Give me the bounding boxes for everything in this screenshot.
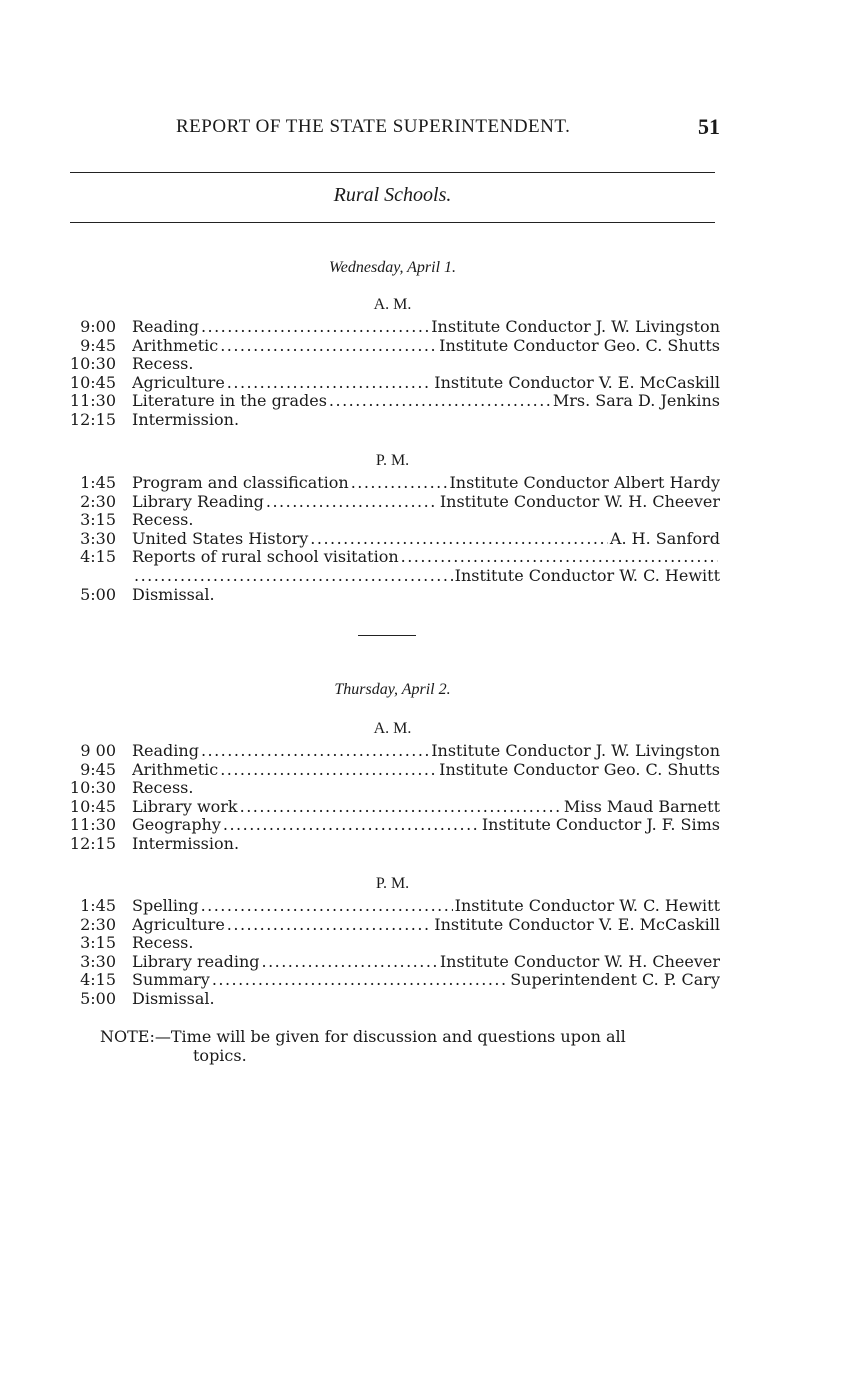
time-slot: 2:30 (80, 491, 116, 511)
entry (132, 355, 720, 374)
dot-leader (310, 530, 608, 549)
topic: Recess. (132, 934, 194, 953)
entry (132, 411, 720, 430)
schedule-row (60, 971, 720, 990)
entry (132, 530, 720, 549)
schedule-row (60, 990, 720, 1009)
entry (132, 779, 720, 798)
schedule-row (60, 742, 720, 761)
dot-leader (201, 742, 429, 761)
schedule-row (60, 897, 720, 916)
page-header (70, 116, 720, 146)
pm-heading-wednesday: P. M. (375, 452, 410, 469)
speaker: Institute Conductor J. W. Livingston (431, 742, 720, 760)
dot-leader (240, 798, 562, 817)
dot-leader (201, 318, 429, 337)
schedule-row (60, 934, 720, 953)
entry (132, 493, 720, 512)
topic: Agriculture (132, 373, 225, 392)
topic: Arithmetic (132, 336, 219, 355)
speaker: Miss Maud Barnett (563, 797, 720, 816)
topic: Reading (132, 742, 199, 760)
schedule-row (60, 816, 720, 835)
topic: Intermission. (132, 834, 240, 853)
dot-leader (201, 897, 453, 916)
entry (132, 586, 720, 605)
topic: Program and classification (132, 474, 349, 492)
schedule-row (60, 337, 720, 356)
schedule-row (60, 798, 720, 817)
topic: Reports of rural school visitation (132, 548, 399, 567)
entry (132, 971, 720, 990)
dot-leader (262, 953, 438, 972)
time-slot: 10:45 (69, 372, 116, 392)
dot-leader (220, 761, 437, 780)
speaker: Institute Conductor J. F. Sims (481, 816, 720, 835)
time-slot: 4:15 (80, 547, 116, 567)
dot-leader (401, 548, 718, 567)
schedule-row (60, 392, 720, 411)
entry (132, 567, 720, 586)
time-slot: 5:00 (80, 584, 116, 604)
schedule-row (60, 548, 720, 567)
schedule-row (60, 916, 720, 935)
time-slot: 3:15 (80, 933, 116, 953)
entry (132, 337, 720, 356)
entry (132, 548, 720, 567)
time-slot: 9 00 (80, 741, 116, 760)
speaker: Institute Conductor W. H. Cheever (439, 492, 720, 511)
speaker: Institute Conductor Geo. C. Shutts (439, 760, 720, 779)
schedule-thursday-pm (60, 897, 720, 1009)
entry (132, 374, 720, 393)
schedule-row (60, 835, 720, 854)
time-slot: 4:15 (80, 970, 116, 990)
time-slot: 3:30 (80, 951, 116, 971)
time-slot: 5:00 (80, 988, 116, 1008)
speaker: Institute Conductor J. W. Livingston (431, 318, 720, 336)
schedule-thursday-am (60, 742, 720, 854)
speaker: Institute Conductor Albert Hardy (449, 474, 720, 492)
entry (132, 990, 720, 1009)
topic: Library Reading (132, 492, 264, 511)
time-slot: 1:45 (80, 473, 116, 492)
schedule-row (60, 511, 720, 530)
speaker: Mrs. Sara D. Jenkins (552, 392, 720, 411)
schedule-wednesday-pm (60, 474, 720, 604)
schedule-row (60, 761, 720, 780)
am-heading-thursday: A. M. (373, 720, 412, 737)
topic: Arithmetic (132, 760, 219, 779)
topic: Library work (132, 797, 238, 816)
entry (132, 953, 720, 972)
topic: Recess. (132, 511, 194, 530)
dot-leader (223, 816, 480, 835)
dot-leader (220, 337, 437, 356)
dot-leader (227, 374, 432, 393)
entry (132, 318, 720, 337)
schedule-row (60, 474, 720, 493)
schedule-row (60, 567, 720, 586)
entry (132, 916, 720, 935)
schedule-row (60, 586, 720, 605)
day-heading-thursday: Thursday, April 2. (334, 681, 451, 698)
note-text: —Time will be given for discussion and questions upon all (154, 1027, 626, 1046)
entry (132, 835, 720, 854)
topic: Reading (132, 318, 199, 336)
time-slot: 12:15 (69, 409, 116, 429)
entry (132, 742, 720, 761)
topic: Agriculture (132, 915, 225, 934)
topic: Intermission. (132, 410, 240, 429)
day-heading-wednesday: Wednesday, April 1. (328, 259, 457, 276)
note-label: NOTE: (100, 1027, 155, 1046)
time-slot: 12:15 (69, 833, 116, 853)
schedule-row (60, 355, 720, 374)
schedule-row (60, 493, 720, 512)
topic: Recess. (132, 355, 194, 374)
time-slot: 2:30 (80, 914, 116, 934)
speaker: A. H. Sanford (609, 529, 720, 548)
speaker: Institute Conductor W. C. Hewitt (454, 897, 720, 915)
topic: Literature in the grades (132, 392, 327, 411)
running-title: REPORT OF THE STATE SUPERINTENDENT. (176, 116, 571, 137)
time-slot: 3:30 (80, 528, 116, 548)
day-divider (358, 635, 416, 636)
time-slot: 9:45 (80, 759, 116, 779)
time-slot: 3:15 (80, 510, 116, 530)
schedule-wednesday-am (60, 318, 720, 430)
dot-leader (329, 392, 551, 411)
topic: Recess. (132, 779, 194, 798)
page-number: 51 (698, 114, 720, 139)
dot-leader (212, 971, 508, 990)
entry (132, 474, 720, 493)
entry (132, 511, 720, 530)
section-rule (70, 222, 715, 223)
entry (132, 761, 720, 780)
time-slot: 9:45 (80, 335, 116, 355)
time-slot: 10:30 (69, 354, 116, 374)
footnote (100, 1028, 712, 1065)
section-title: Rural Schools. (333, 184, 452, 206)
time-slot: 10:45 (69, 796, 116, 816)
am-heading-wednesday: A. M. (373, 296, 412, 313)
dot-leader (266, 493, 438, 512)
dot-leader (227, 916, 432, 935)
entry (132, 897, 720, 916)
speaker: Superintendent C. P. Cary (510, 971, 720, 990)
topic: Summary (132, 971, 210, 990)
dot-leader (134, 567, 453, 586)
header-rule (70, 172, 715, 173)
topic: Geography (132, 816, 221, 835)
time-slot: 9:00 (80, 317, 116, 336)
speaker: Institute Conductor V. E. McCaskill (434, 915, 720, 934)
schedule-row (60, 411, 720, 430)
pm-heading-thursday: P. M. (375, 875, 410, 892)
dot-leader (351, 474, 448, 493)
speaker: Institute Conductor W. C. Hewitt (454, 566, 720, 585)
schedule-row (60, 374, 720, 393)
entry (132, 798, 720, 817)
topic: Spelling (132, 897, 199, 915)
speaker: Institute Conductor Geo. C. Shutts (439, 336, 720, 355)
schedule-row (60, 953, 720, 972)
entry (132, 816, 720, 835)
topic: Dismissal. (132, 585, 215, 604)
schedule-row (60, 530, 720, 549)
note-continuation: topics. (193, 1045, 247, 1065)
entry (132, 392, 720, 411)
speaker: Institute Conductor V. E. McCaskill (434, 373, 720, 392)
topic: United States History (132, 529, 309, 548)
entry (132, 934, 720, 953)
time-slot: 10:30 (69, 778, 116, 798)
time-slot: 11:30 (69, 815, 116, 835)
topic: Dismissal. (132, 989, 215, 1008)
time-slot: 1:45 (80, 896, 116, 915)
schedule-row (60, 779, 720, 798)
topic: Library reading (132, 952, 260, 971)
schedule-row (60, 318, 720, 337)
speaker: Institute Conductor W. H. Cheever (439, 952, 720, 971)
time-slot: 11:30 (69, 391, 116, 411)
